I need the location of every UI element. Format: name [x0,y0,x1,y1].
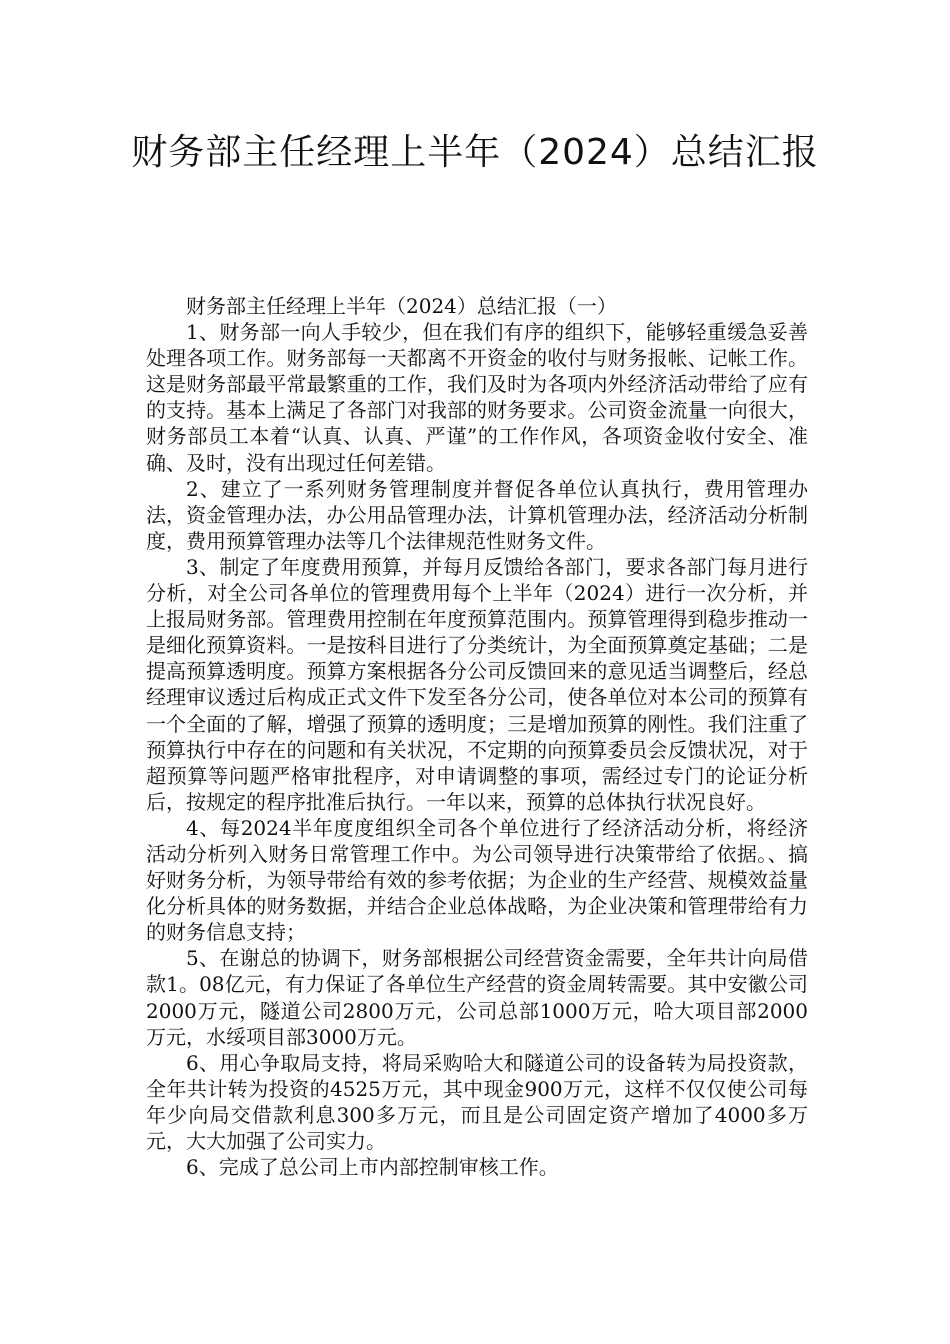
body-paragraph-4: 4、每2024半年度度组织全司各个单位进行了经济活动分析，将经济活动分析列入财务日常管理工作中。为公司领导进行决策带给了依据。、搞好财务分析，为领导带给有效的参考依据；为企业的生产经营、规模效益量化分析具体的财务数据，并结合企业总体战略，为企业决策和管理带给有力的财务信息支持； [146,815,808,945]
body-paragraph-6: 6、用心争取局支持，将局采购哈大和隧道公司的设备转为局投资款，全年共计转为投资的4525万元，其中现金900万元，这样不仅仅使公司每年少向局交借款利息300多万元，而且是公司固定资产增加了4000多万元，大大加强了公司实力。 [146,1050,808,1153]
body-paragraph-2: 2、建立了一系列财务管理制度并督促各单位认真执行，费用管理办法，资金管理办法，办公用品管理办法，计算机管理办法，经济活动分析制度，费用预算管理办法等几个法律规范性财务文件。 [146,476,808,553]
body-paragraph-3: 3、制定了年度费用预算，并每月反馈给各部门，要求各部门每月进行分析，对全公司各单位的管理费用每个上半年（2024）进行一次分析，并上报局财务部。管理费用控制在年度预算范围内。预算管理得到稳步推动一是细化预算资料。一是按科目进行了分类统计，为全面预算奠定基础；二是提高预算透明度。预算方案根据各分公司反馈回来的意见适当调整后，经总经理审议透过后构成正式文件下发至各分公司，使各单位对本公司的预算有一个全面的了解，增强了预算的透明度；三是增加预算的刚性。我们注重了预算执行中存在的问题和有关状况，不定期的向预算委员会反馈状况，对于超预算等问题严格审批程序，对申请调整的事项，需经过专门的论证分析后，按规定的程序批准后执行。一年以来，预算的总体执行状况良好。 [146,554,808,814]
document-subheading: 财务部主任经理上半年（2024）总结汇报（一） [186,294,617,318]
body-paragraph-5: 5、在谢总的协调下，财务部根据公司经营资金需要，全年共计向局借款1。08亿元，有力保证了各单位生产经营的资金周转需要。其中安徽公司2000万元，隧道公司2800万元，公司总部1000万元，哈大项目部2000万元，水绥项目部3000万元。 [146,946,808,1049]
body-paragraph-1: 1、财务部一向人手较少，但在我们有序的组织下，能够轻重缓急妥善处理各项工作。财务部每一天都离不开资金的收付与财务报帐、记帐工作。这是财务部最平常最繁重的工作，我们及时为各项内外经济活动带给了应有的支持。基本上满足了各部门对我部的财务要求。公司资金流量一向很大，财务部员工本着“认真、认真、严谨”的工作作风，各项资金收付安全、准确、及时，没有出现过任何差错。 [146,320,808,475]
body-paragraph-7: 6、完成了总公司上市内部控制审核工作。 [186,1155,559,1180]
document-body [146,293,808,1180]
document-title: 财务部主任经理上半年（2024）总结汇报 [131,132,819,173]
